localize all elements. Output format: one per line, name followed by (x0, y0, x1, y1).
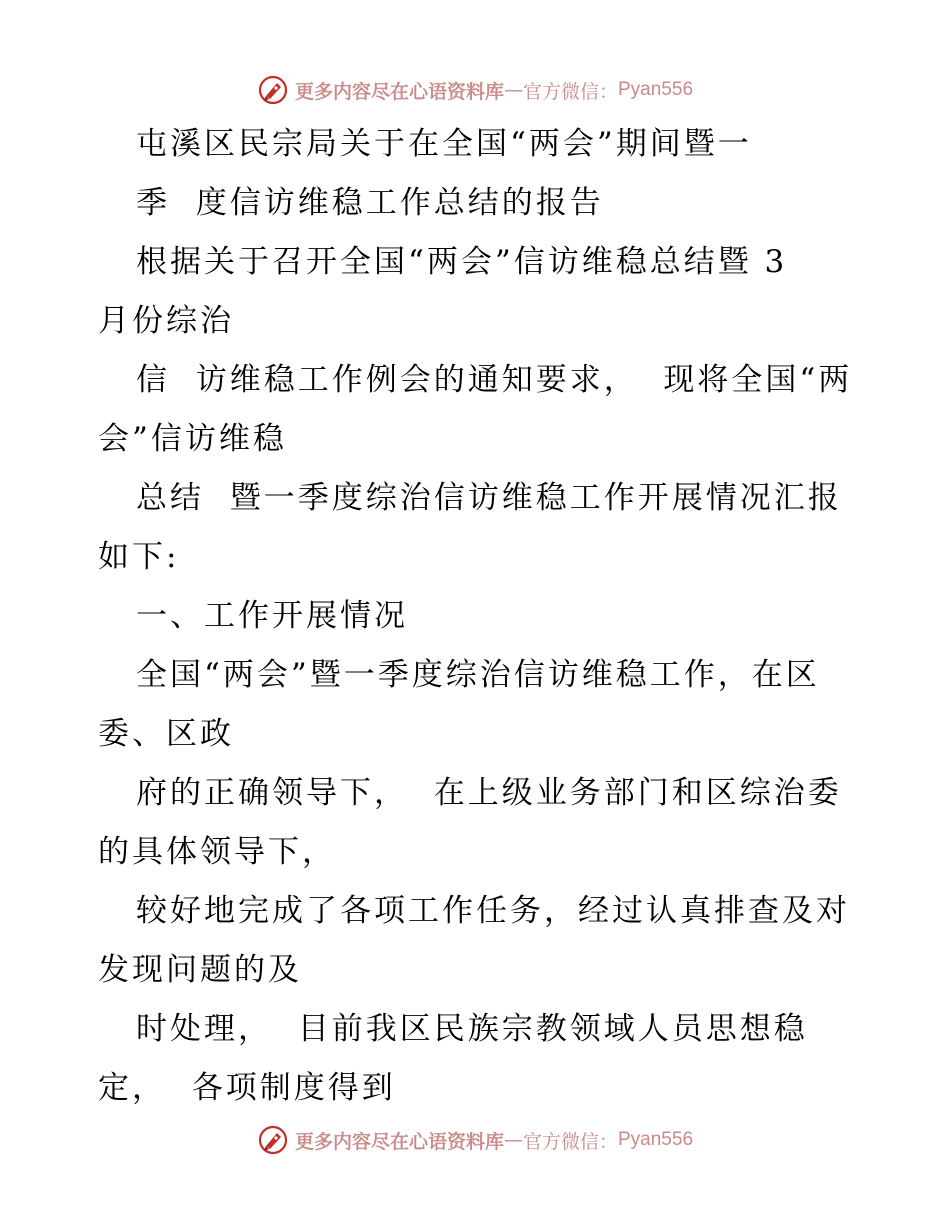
paragraph-line: 委、区政 (98, 716, 234, 752)
watermark-brand: 更多内容尽在心语资料库 (294, 80, 504, 103)
doc-title-line-1: 屯溪区民宗局关于在全国“两会”期间暨一 (136, 126, 752, 162)
header-watermark (0, 72, 950, 108)
watermark-brand: 更多内容尽在心语资料库 (294, 1130, 504, 1153)
watermark-separator: — (503, 1129, 523, 1151)
watermark-official-label: 官方微信： (522, 1130, 618, 1153)
watermark-separator: — (503, 79, 523, 101)
paragraph-line: 全国“两会”暨一季度综治信访维稳工作，在区 (136, 657, 820, 693)
paragraph-line: 定， 各项制度得到 (98, 1070, 396, 1106)
paragraph-line: 总结 暨一季度综治信访维稳工作开展情况汇报 (136, 480, 842, 516)
paragraph-line: 根据关于召开全国“两会”信访维稳总结暨 3 (136, 244, 788, 280)
pen-nib-logo-icon (257, 1124, 289, 1156)
pen-nib-logo-icon (257, 74, 289, 106)
watermark-wechat-id: Pyan556 (618, 1129, 694, 1150)
watermark-official-label: 官方微信： (522, 80, 618, 103)
paragraph-line: 会”信访维稳 (98, 421, 287, 457)
paragraph-line: 发现问题的及 (98, 952, 302, 988)
paragraph-line: 较好地完成了各项工作任务，经过认真排查及对 (136, 893, 850, 929)
paragraph-line: 月份综治 (98, 303, 234, 339)
footer-watermark (0, 1122, 950, 1158)
paragraph-line: 府的正确领导下， 在上级业务部门和区综治委 (136, 775, 842, 811)
section-heading: 一、工作开展情况 (136, 598, 408, 634)
watermark-wechat-id: Pyan556 (618, 79, 694, 100)
doc-title-line-2: 季 度信访维稳工作总结的报告 (136, 185, 604, 221)
paragraph-line: 的具体领导下， (98, 834, 336, 870)
paragraph-line: 如下: (98, 539, 180, 575)
paragraph-line: 信 访维稳工作例会的通知要求， 现将全国“两 (136, 362, 853, 398)
paragraph-line: 时处理， 目前我区民族宗教领域人员思想稳 (136, 1011, 808, 1047)
document-body (98, 124, 858, 1127)
